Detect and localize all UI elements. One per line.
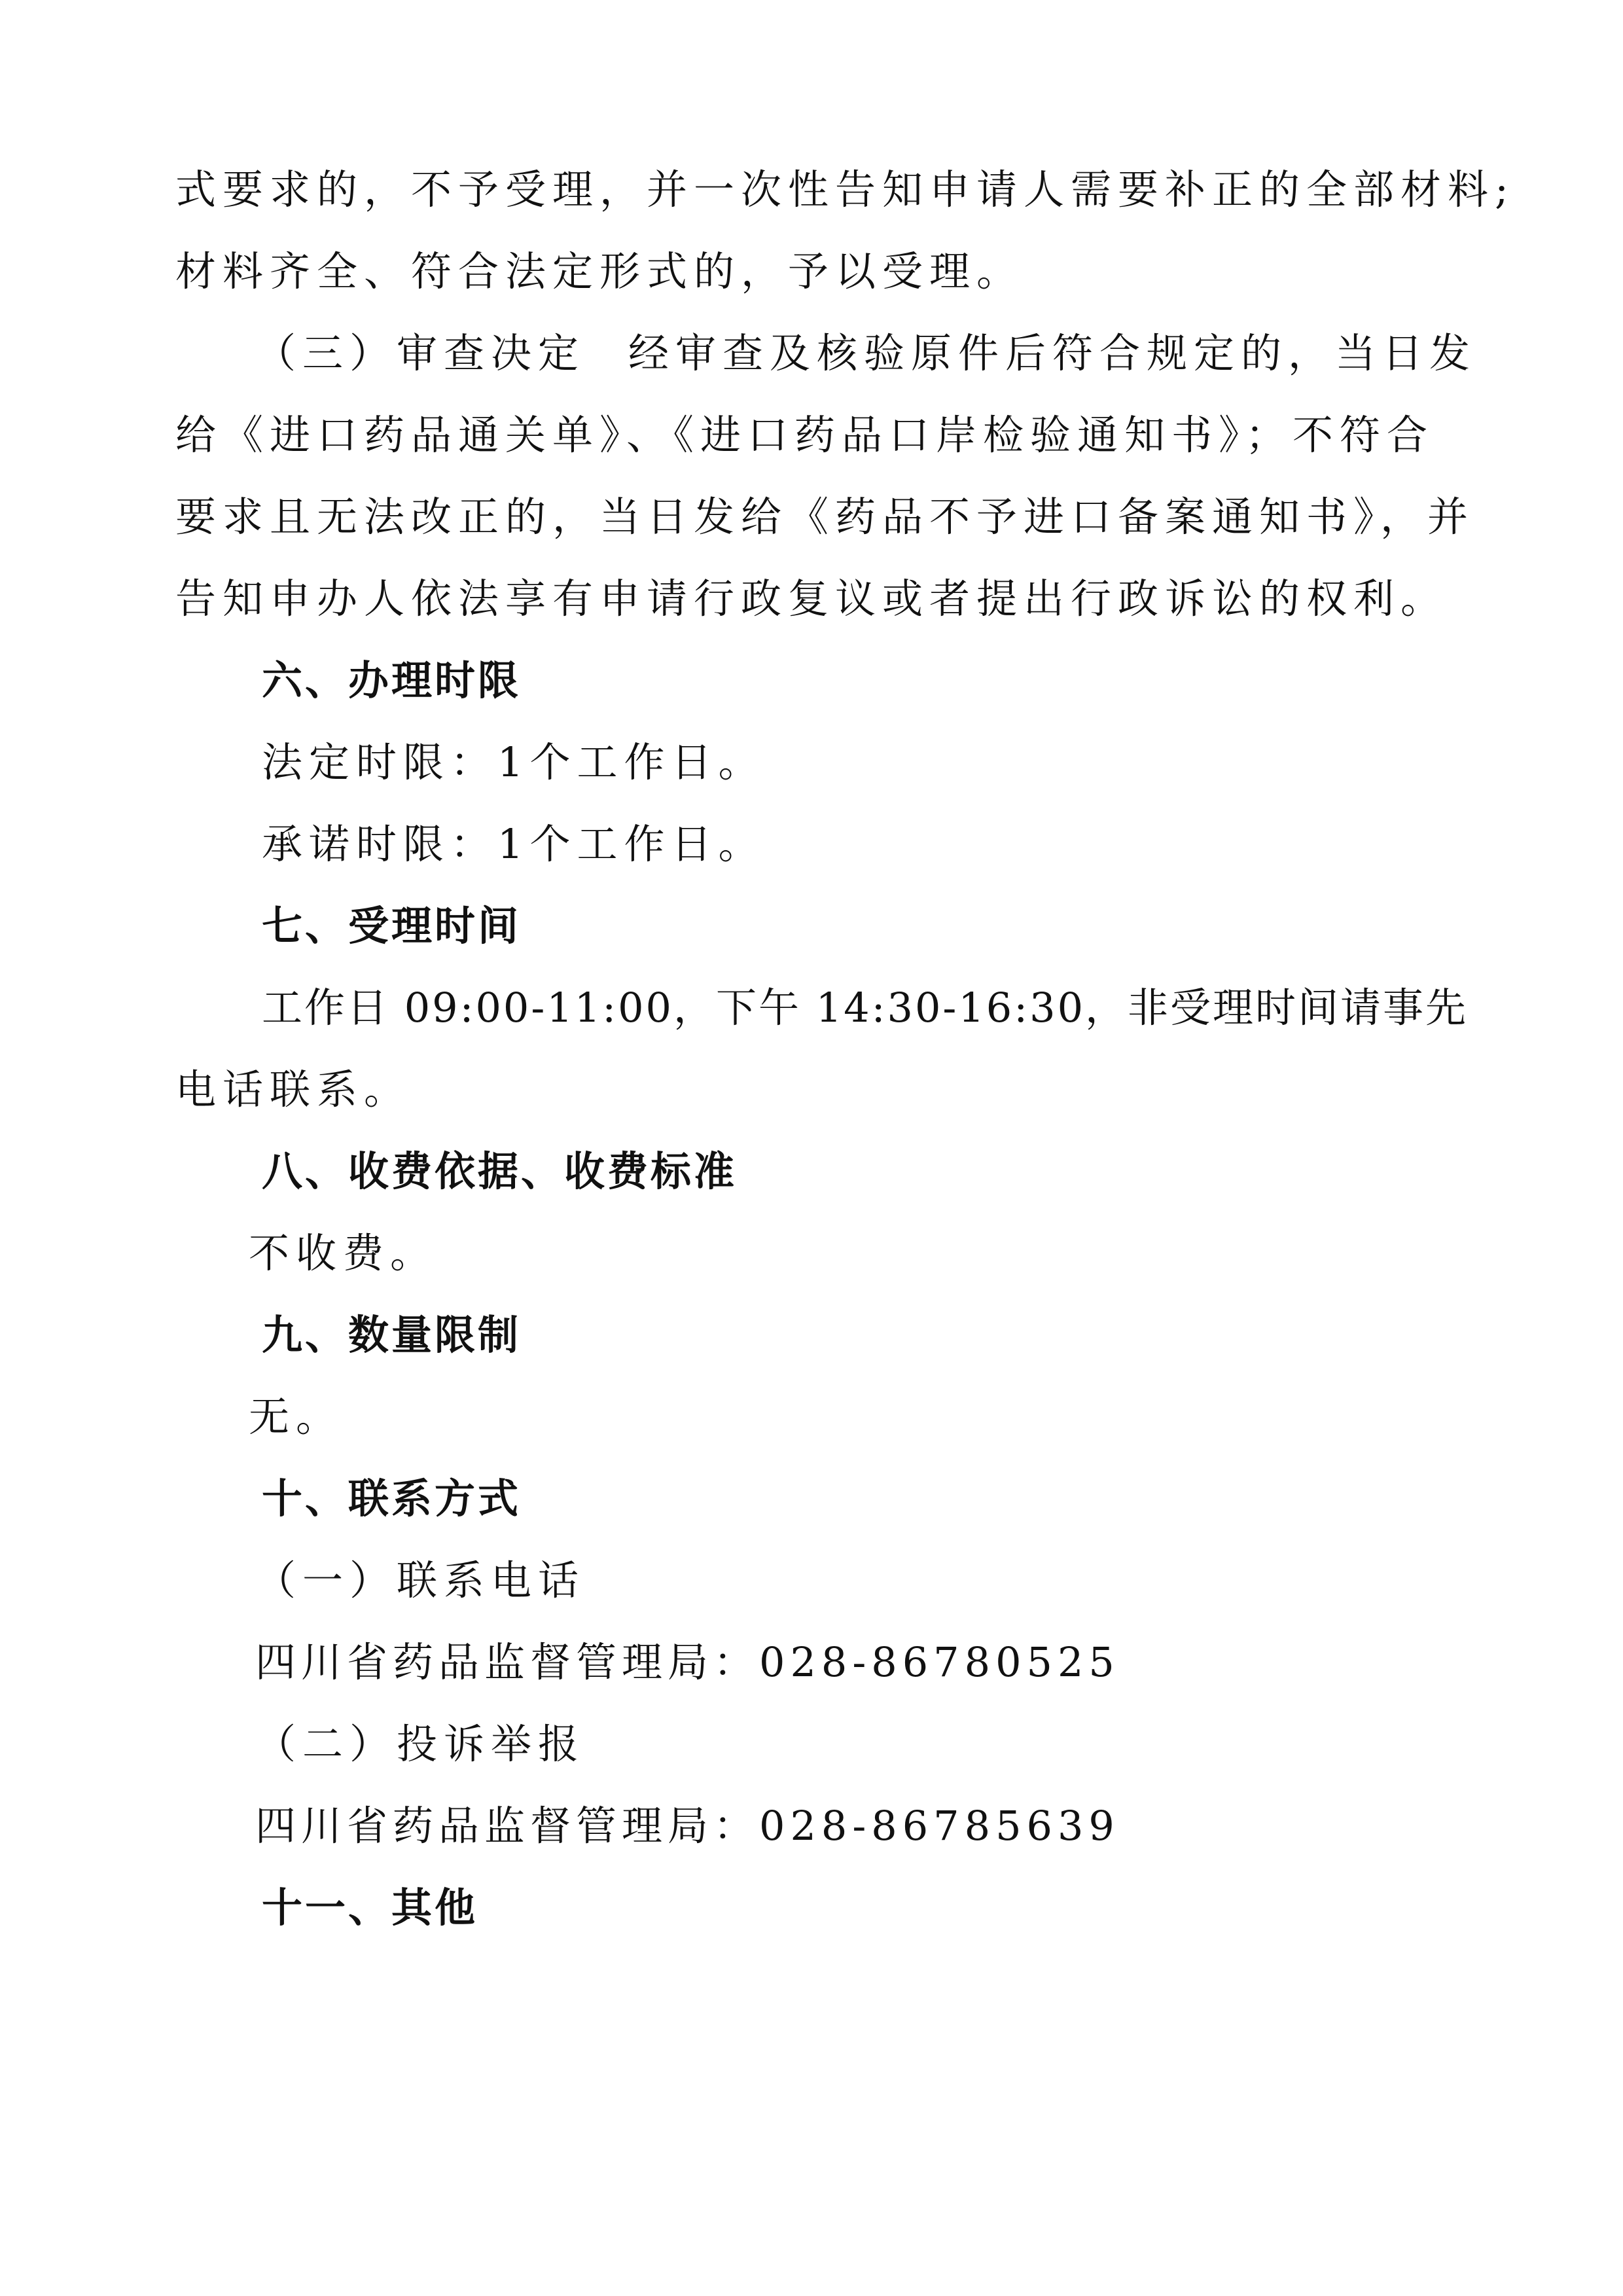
subsection-label: （二）投诉举报 xyxy=(255,1720,586,1768)
paragraph-line: 电话联系。 xyxy=(175,1066,412,1113)
paragraph-line: 要求且无法改正的，当日发给《药品不予进口备案通知书》，并 xyxy=(175,493,1475,541)
promise-time-limit: 承诺时限：1个工作日。 xyxy=(262,820,766,868)
paragraph-line: 式要求的，不予受理，并一次性告知申请人需要补正的全部材料; xyxy=(175,166,1515,213)
quantity-text: 无。 xyxy=(249,1393,344,1441)
contact-phone: 四川省药品监督管理局：028-86780525 xyxy=(255,1638,1120,1686)
paragraph-line: 经审查及核验原件后符合规定的，当日发 xyxy=(628,329,1477,377)
section-heading: 九、数量限制 xyxy=(262,1311,522,1359)
paragraph-line: 给《进口药品通关单》、《进口药品口岸检验通知书》；不符合 xyxy=(175,411,1435,459)
paragraph-line: 材料齐全、符合法定形式的，予以受理。 xyxy=(175,247,1024,295)
legal-time-limit: 法定时限：1个工作日。 xyxy=(262,738,766,786)
subsection-label: （三）审查决定 xyxy=(255,329,586,377)
section-heading: 七、受理时间 xyxy=(262,902,522,950)
paragraph-line: 告知申办人依法享有申请行政复议或者提出行政诉讼的权利。 xyxy=(175,575,1448,622)
section-heading: 八、收费依据、收费标准 xyxy=(262,1147,738,1195)
section-heading: 十、联系方式 xyxy=(262,1475,522,1522)
acceptance-hours: 工作日 09:00-11:00，下午 14:30-16:30，非受理时间请事先 xyxy=(262,984,1469,1031)
subsection-label: （一）联系电话 xyxy=(255,1556,586,1604)
section-heading: 十一、其他 xyxy=(262,1884,478,1931)
complaint-phone: 四川省药品监督管理局：028-86785639 xyxy=(255,1802,1120,1850)
fee-text: 不收费。 xyxy=(249,1229,438,1277)
section-heading: 六、办理时限 xyxy=(262,656,522,704)
